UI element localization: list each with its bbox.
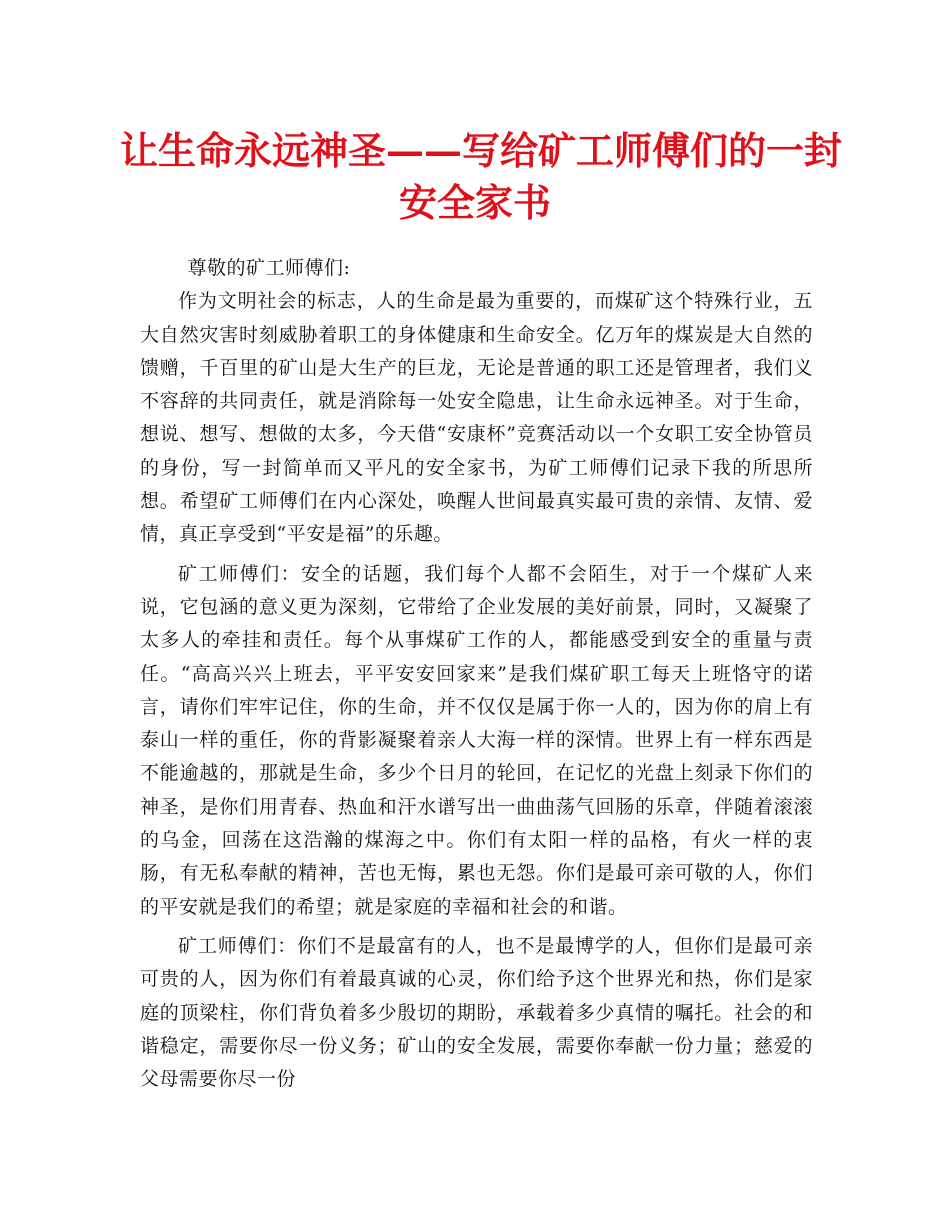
title-line-1: 让生命永远神圣——写给矿工师傅们的一封 — [120, 128, 843, 173]
paragraph-2: 矿工师傅们：安全的话题，我们每个人都不会陌生，对于一个煤矿人来说，它包涵的意义更为深刻，它带给了企业发展的美好前景，同时，又凝聚了太多人的牵挂和责任。每个从事煤矿工作的人，都能感受到安全的重量与责任。“高高兴兴上班去，平平安安回家来”是我们煤矿职工每天上班恪守的诺言，请你们牢牢记住，你的生命，并不仅仅是属于你一人的，因为你的肩上有泰山一样的重任，你的背影凝聚着亲人大海一样的深情。世界上有一样东西是不能逾越的，那就是生命，多少个日月的轮回，在记忆的光盘上刻录下你们的神圣，是你们用青春、热血和汗水谱写出一曲曲荡气回肠的乐章，伴随着滚滚的乌金，回荡在这浩瀚的煤海之中。你们有太阳一样的品格，有火一样的衷肠，有无私奉献的精神，苦也无悔，累也无怨。你们是最可亲可敬的人，你们的平安就是我们的希望；就是家庭的幸福和社会的和谐。 — [140, 562, 813, 918]
paragraph-1: 作为文明社会的标志，人的生命是最为重要的，而煤矿这个特殊行业，五大自然灾害时刻威胁着职工的身体健康和生命安全。亿万年的煤炭是大自然的馈赠，千百里的矿山是大生产的巨龙，无论是普通的职工还是管理者，我们义不容辞的共同责任，就是消除每一处安全隐患，让生命永远神圣。对于生命，想说、想写、想做的太多，今天借“安康杯”竞赛活动以一个女职工安全协管员的身份，写一封简单而又平凡的安全家书，为矿工师傅们记录下我的所思所想。希望矿工师傅们在内心深处，唤醒人世间最真实最可贵的亲情、友情、爱情，真正享受到“平安是福”的乐趣。 — [140, 290, 813, 546]
letter-body — [140, 252, 813, 1102]
document-title — [120, 125, 843, 229]
paragraph-3: 矿工师傅们：你们不是最富有的人，也不是最博学的人，但你们是最可亲可贵的人，因为你们有着最真诚的心灵，你们给予这个世界光和热，你们是家庭的顶梁柱，你们背负着多少殷切的期盼，承载着多少真情的嘱托。社会的和谐稳定，需要你尽一份义务；矿山的安全发展，需要你奉献一份力量；慈爱的父母需要你尽一份 — [140, 934, 813, 1091]
title-line-2: 安全家书 — [398, 180, 551, 225]
salutation: 尊敬的矿工师傅们: — [187, 257, 351, 279]
